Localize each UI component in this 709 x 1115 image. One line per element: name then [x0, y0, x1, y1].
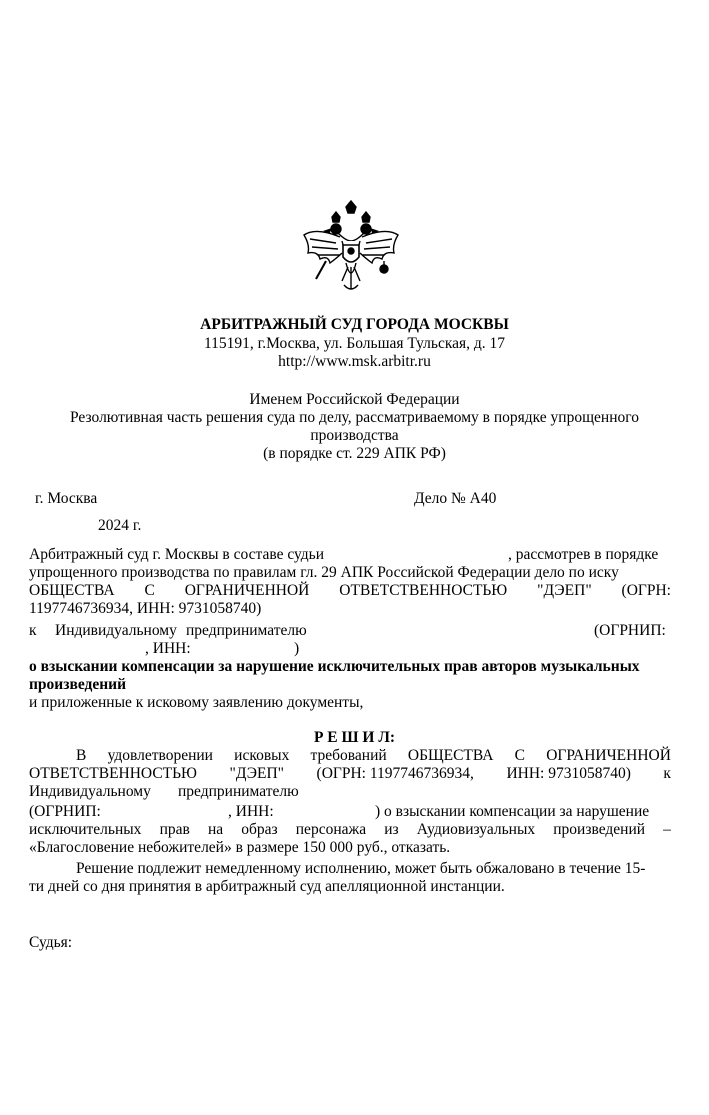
judge-label: Судья:	[29, 934, 73, 951]
decision-word: С	[514, 747, 525, 764]
decision-word: образ	[241, 821, 278, 838]
case-number: Дело № А40	[414, 490, 497, 507]
decision-line-3-word-2: предпринимателю	[178, 783, 299, 800]
decision-line-3-word-1: Индивидуальному	[29, 783, 151, 800]
decision-word: к	[663, 765, 671, 782]
decision-line-1	[76, 747, 671, 765]
decision-date: 2024 г.	[98, 517, 142, 534]
defendant-word-2: предпринимателю	[186, 622, 307, 639]
decision-word: удовлетворении	[107, 747, 213, 764]
claim-subject-line-1: о взыскании компенсации за нарушение исключительных прав авторов музыкальных	[29, 658, 640, 675]
decision-ogrnip-label: (ОГРНИП:	[29, 803, 101, 820]
plaintiff-line-1	[29, 582, 671, 600]
decision-line-2	[29, 765, 671, 783]
court-website: http://www.msk.arbitr.ru	[278, 353, 431, 370]
defendant-inn-label: , ИНН:	[145, 640, 191, 657]
plaintiff-word: (ОГРН:	[621, 582, 671, 599]
enforcement-line-1: Решение подлежит немедленному исполнению, может быть обжаловано в течение 15-	[76, 860, 646, 877]
plaintiff-line-2: 1197746736934, ИНН: 9731058740)	[29, 600, 262, 617]
heading-line-4: (в порядке ст. 229 АПК РФ)	[263, 445, 446, 462]
decision-line-5	[29, 821, 671, 839]
decision-line-6: «Благословение небожителей» в размере 150 000 руб., отказать.	[29, 839, 451, 856]
intro-line-2: упрощенного производства по правилам гл. 29 АПК Российской Федерации дело по иску	[29, 564, 619, 581]
plaintiff-word: "ДЭЕП"	[537, 582, 592, 599]
decision-claim-text: ) о взыскании компенсации за нарушение	[375, 803, 650, 820]
decision-word: исключительных	[29, 821, 142, 838]
decision-word: произведений	[553, 821, 646, 838]
decision-word: Аудиовизуальных	[416, 821, 536, 838]
decision-word: ИНН: 9731058740)	[506, 765, 631, 782]
coat-of-arms-emblem	[296, 197, 406, 312]
decision-word: исковых	[234, 747, 290, 764]
heading-line-3: производства	[310, 427, 399, 444]
court-name: АРБИТРАЖНЫЙ СУД ГОРОДА МОСКВЫ	[200, 316, 509, 333]
double-headed-eagle-icon	[296, 197, 406, 307]
plaintiff-word: ОТВЕТСТВЕННОСТЬЮ	[339, 582, 508, 599]
plaintiff-word: ОБЩЕСТВА	[29, 582, 115, 599]
intro-line-1-part-2: , рассмотрев в порядке	[508, 546, 659, 563]
decision-word: персонажа	[295, 821, 367, 838]
decision-word: "ДЭЕП"	[229, 765, 285, 782]
decision-word: –	[663, 821, 671, 838]
decision-word: ОБЩЕСТВА	[407, 747, 494, 764]
decision-word: (ОГРН: 1197746736934,	[316, 765, 474, 782]
plaintiff-word: ОГРАНИЧЕННОЙ	[184, 582, 310, 599]
claim-subject-line-2: произведений	[29, 676, 127, 693]
plaintiff-word: С	[144, 582, 155, 599]
enforcement-line-2: ти дней со дня принятия в арбитражный суд апелляционной инстанции.	[29, 878, 505, 895]
court-address: 115191, г.Москва, ул. Большая Тульская, д. 17	[203, 335, 506, 352]
place: г. Москва	[35, 490, 98, 507]
defendant-prefix: к	[29, 622, 37, 639]
defendant-inn-close: )	[294, 640, 300, 657]
decision-word: из	[384, 821, 399, 838]
heading-line-1: Именем Российской Федерации	[249, 391, 460, 408]
decision-word: требований	[310, 747, 387, 764]
defendant-ogrnip-label: (ОГРНИП:	[594, 622, 666, 639]
decision-word: ОТВЕТСТВЕННОСТЬЮ	[29, 765, 197, 782]
decision-word: на	[207, 821, 224, 838]
decision-word: ОГРАНИЧЕННОЙ	[546, 747, 671, 764]
decision-title: Р Е Ш И Л:	[313, 729, 396, 746]
intro-line-1-part-1: Арбитражный суд г. Москвы в составе судьи	[29, 546, 325, 563]
decision-word: прав	[159, 821, 190, 838]
decision-word: В	[76, 747, 87, 764]
attached-documents: и приложенные к исковому заявлению документы,	[29, 694, 364, 711]
heading-line-2: Резолютивная часть решения суда по делу, рассматриваемому в порядке упрощенного	[70, 409, 639, 426]
defendant-label: Индивидуальному	[55, 622, 177, 639]
decision-inn-label: , ИНН:	[228, 803, 274, 820]
